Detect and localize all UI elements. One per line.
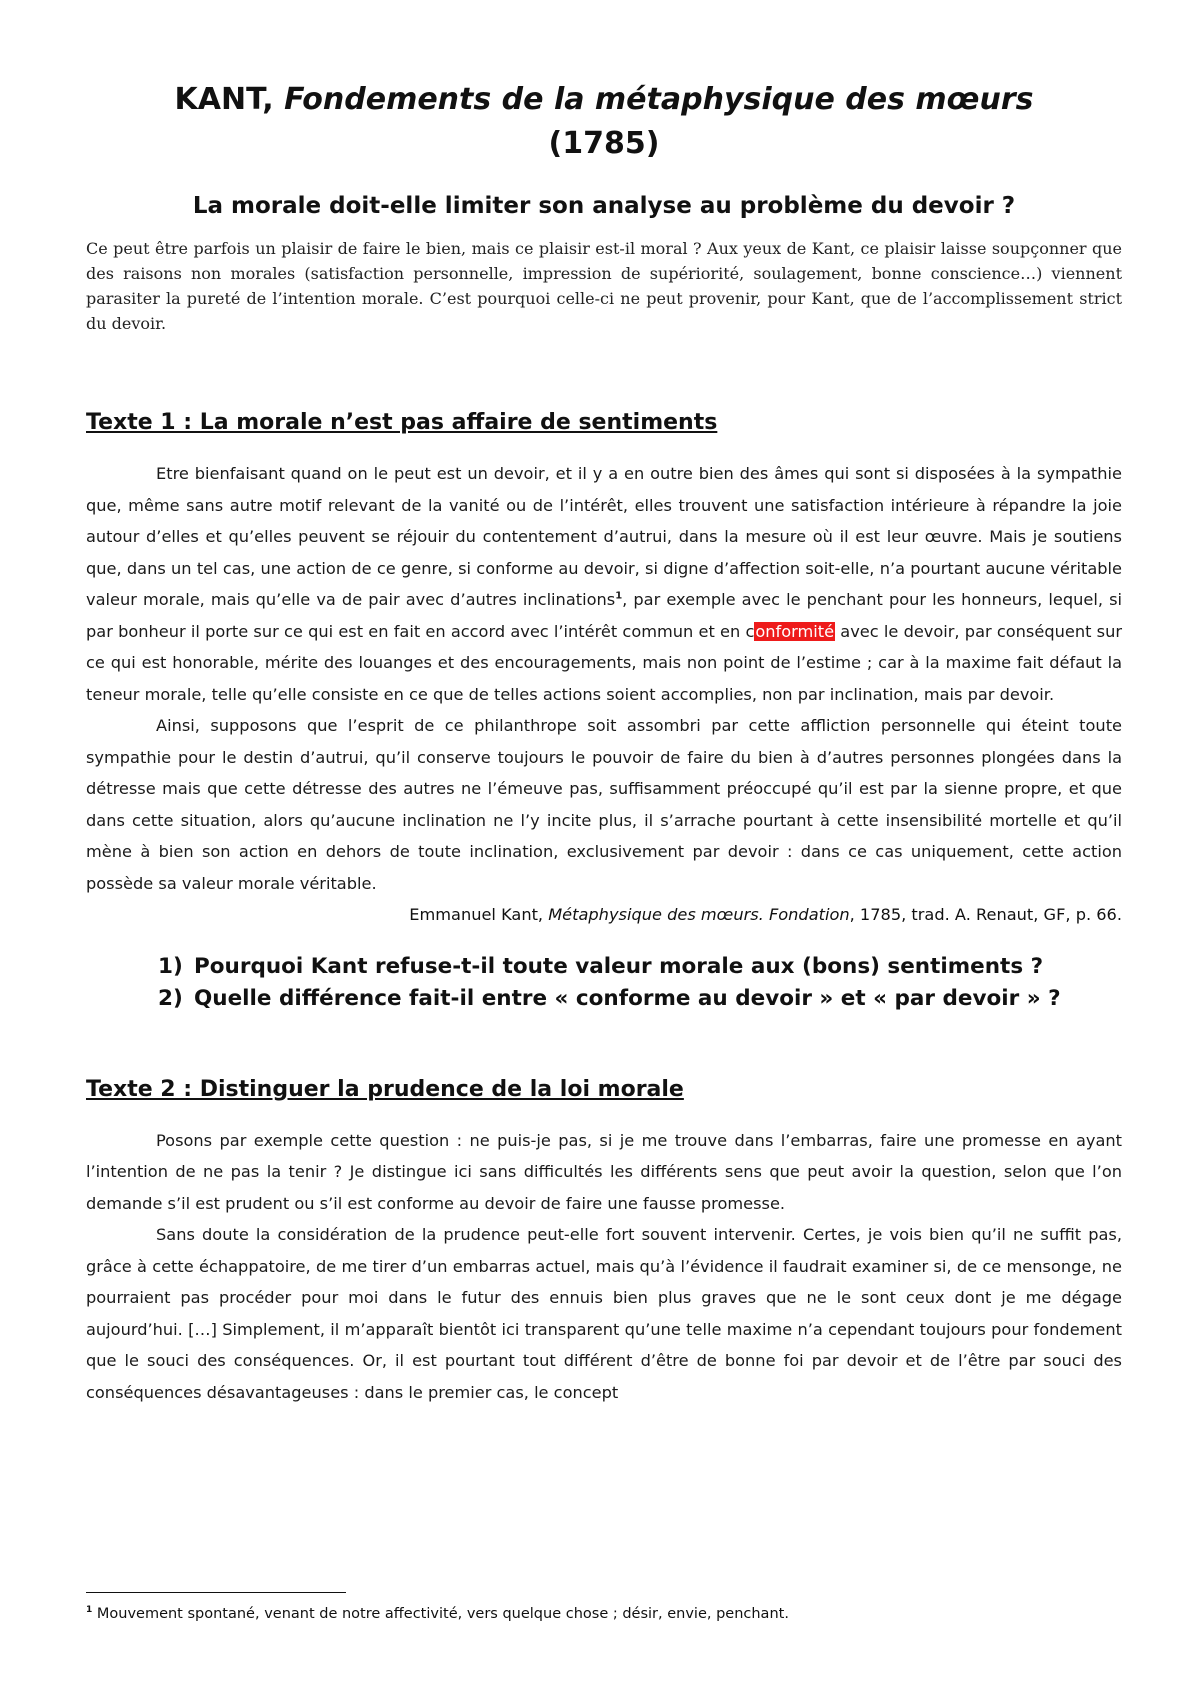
question-item [158,951,1122,983]
question-text: Pourquoi Kant refuse-t-il toute valeur morale aux (bons) sentiments ? [194,953,1044,979]
document-page [86,78,1122,1408]
texte1-p1-part-a: Etre bienfaisant quand on le peut est un devoir, et il y a en outre bien des âmes qui sont si disposées à la sympathie que, même sans autre motif relevant de la vanité ou de l’intérêt, elles trouvent une satisfaction intérieure à répandre la joie autour d’elles et qu’elles peuvent se réjouir du contentement d’autrui, dans la mesure où il est leur œuvre. Mais je soutiens que, dans un tel cas, une action de ce genre, si conforme au devoir, si digne d’affection soit-elle, n’a pourtant aucune véritable valeur morale, mais qu’elle va de pair avec d’autres inclinations [86,464,1122,609]
footnote-separator [86,1592,346,1593]
document-title [86,78,1122,166]
texte1-p1-part-b: , par exemple avec le penchant pour les honneurs, lequel, si par bonheur il porte sur ce qui est en fait en accord avec l’intérêt commun et en c [86,590,1122,641]
texte2-paragraph-2: Sans doute la considération de la prudence peut-elle fort souvent intervenir. Certes, je vois bien qu’il ne suffit pas, grâce à cette échappatoire, de me tirer d’un embarras actuel, mais qu’à l’évidence il faudrait examiner si, de ce mensonge, ne pourraient pas procéder pour moi dans le futur des ennuis bien plus graves que ne le sont ceux dont je me dégage aujourd’hui. […] Simplement, il m’apparaît bientôt ici transparent qu’une telle maxime n’a cependant toujours pour fondement que le souci des conséquences. Or, il est pourtant tout différent d’être de bonne foi par devoir et de l’être par souci des conséquences désavantageuses : dans le premier cas, le concept [86,1225,1122,1402]
questions-list [86,951,1122,1015]
footnote-number: 1 [86,1605,93,1616]
title-work: Fondements de la métaphysique des mœurs [284,82,1034,117]
source-author: Emmanuel Kant, [409,905,549,924]
question-number: 1) [158,953,183,979]
title-year: (1785) [548,126,660,161]
highlighted-word: onformité [755,621,835,641]
texte1-source [86,899,1122,931]
footnote-text: Mouvement spontané, venant de notre affectivité, vers quelque chose ; désir, envie, penchant. [92,1606,789,1622]
document-subtitle: La morale doit-elle limiter son analyse au problème du devoir ? [192,193,1016,219]
texte1-heading: Texte 1 : La morale n’est pas affaire de sentiments [86,410,718,435]
texte1-paragraph-2: Ainsi, supposons que l’esprit de ce philanthrope soit assombri par cette affliction personnelle qui éteint toute sympathie pour le destin d’autrui, qu’il conserve toujours le pouvoir de faire du bien à d’autres personnes plongées dans la détresse mais que cette détresse des autres ne l’émeuve pas, suffisamment préoccupé qu’il est par la sienne propre, et que dans cette situation, alors qu’aucune inclination ne l’y incite plus, il s’arrache pourtant à cette insensibilité mortelle et qu’il mène à bien son action en dehors de toute inclination, exclusivement par devoir : dans ce cas uniquement, cette action possède sa valeur morale véritable. [86,716,1122,893]
footnote-reference: 1 [615,590,623,602]
question-text: Quelle différence fait-il entre « conforme au devoir » et « par devoir » ? [194,985,1061,1011]
texte1-p1-part-c: avec le devoir, par conséquent sur ce qui est honorable, mérite des louanges et des encouragements, mais non point de l’estime ; car à la maxime fait défaut la teneur morale, telle qu’elle consiste en ce que de telles actions soient accomplies, non par inclination, mais par devoir. [86,621,1122,704]
texte1-paragraph-1 [86,458,1122,710]
intro-paragraph: Ce peut être parfois un plaisir de faire le bien, mais ce plaisir est-il moral ? Aux yeux de Kant, ce plaisir laisse soupçonner que des raisons non morales (satisfaction personnelle, impression de supériorité, soulagement, bonne conscience…) viennent parasiter la pureté de l’intention morale. C’est pourquoi celle-ci ne peut provenir, pour Kant, que de l’accomplissement strict du devoir. [86,239,1122,333]
footnote [86,1603,1122,1625]
texte2-heading: Texte 2 : Distinguer la prudence de la loi morale [86,1076,684,1102]
title-author: KANT, [174,82,285,117]
texte2-paragraph-1: Posons par exemple cette question : ne puis-je pas, si je me trouve dans l’embarras, faire une promesse en ayant l’intention de ne pas la tenir ? Je distingue ici sans difficultés les différents sens que peut avoir la question, selon que l’on demande s’il est prudent ou s’il est conforme au devoir de faire une fausse promesse. [86,1130,1122,1213]
question-number: 2) [158,985,183,1011]
source-work: Métaphysique des mœurs. Fondation [548,905,850,924]
source-details: , 1785, trad. A. Renaut, GF, p. 66. [849,905,1122,924]
question-item [158,983,1122,1015]
